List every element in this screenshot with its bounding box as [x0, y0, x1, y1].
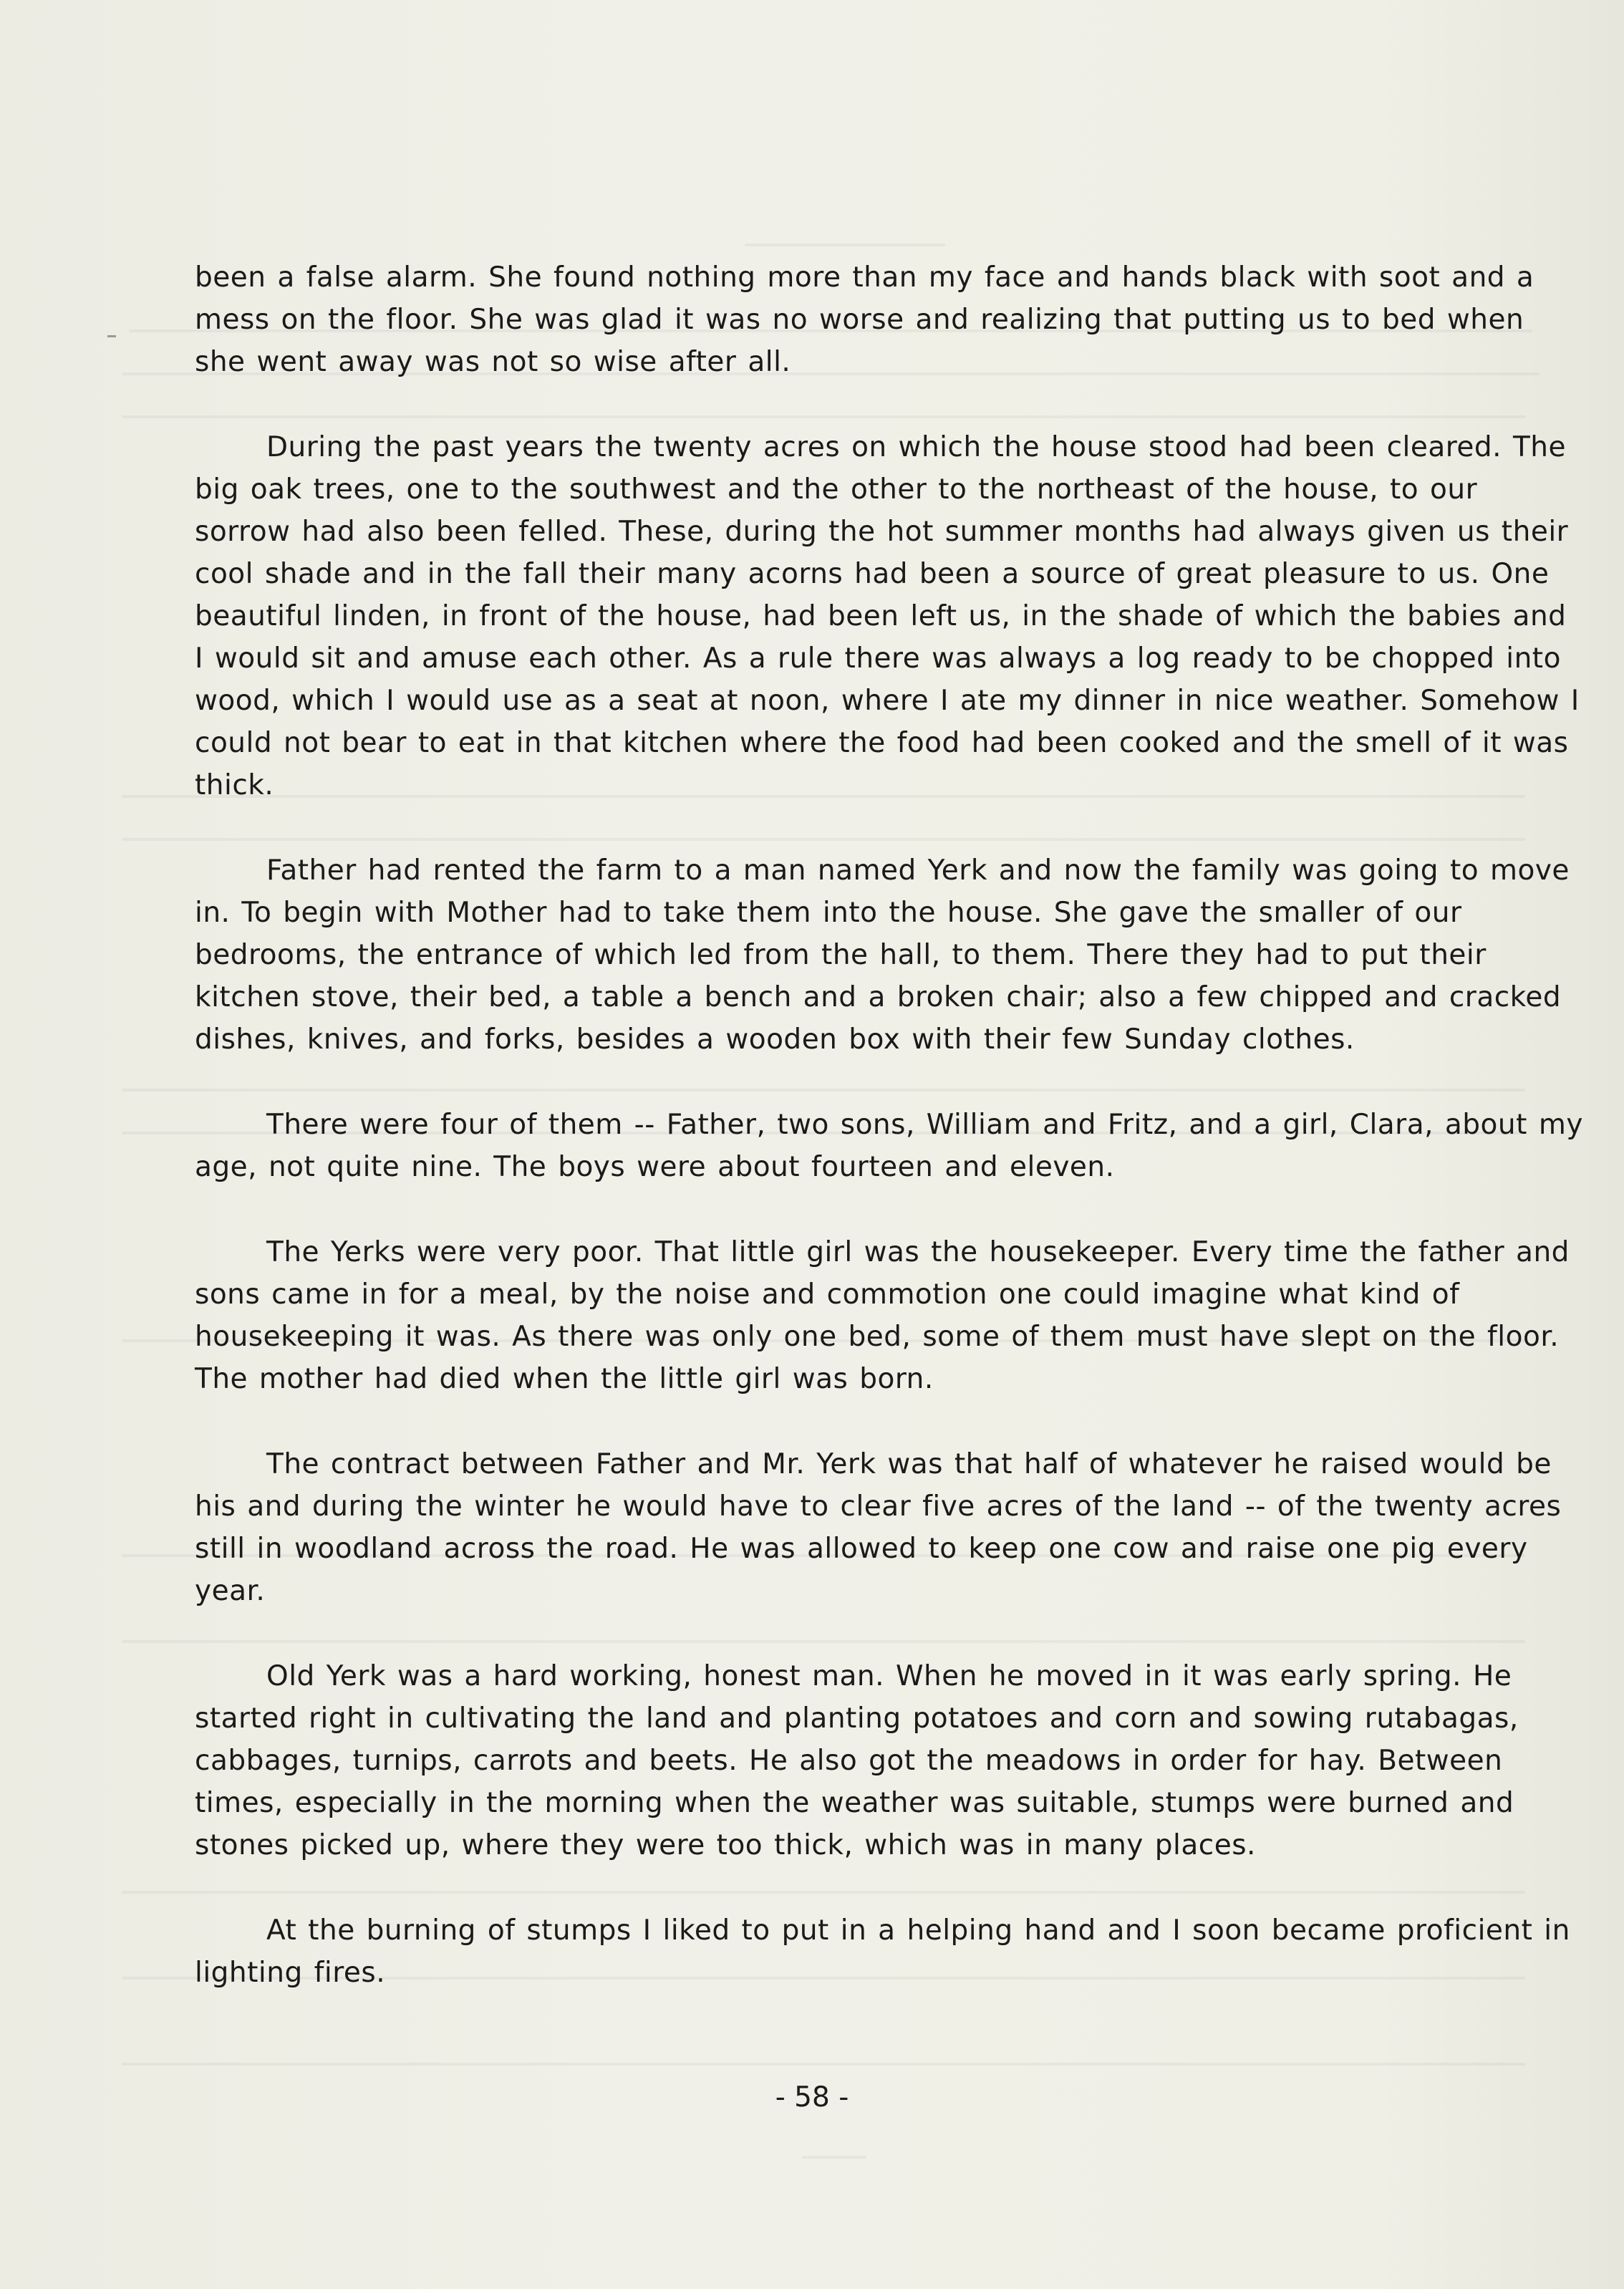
paragraph-2: During the past years the twenty acres on which the house stood had been cleared. The big oak trees, one to the southwest and the other to the northeast of the house, to our sorrow had also been felled. These, during the hot summer months had always given us their cool shade and in the fall their many acorns had been a source of great pleasure to us. One beautiful linden, in front of the house, had been left us, in the shade of which the babies and I would sit and amuse each other. As a rule there was always a log ready to be chopped into wood, which I would use as a seat at noon, where I ate my dinner in nice weather. Somehow I could not bear to eat in that kitchen where the food had been cooked and the smell of it was thick. — [195, 431, 1580, 801]
paragraph-7: Old Yerk was a hard working, honest man. When he moved in it was early spring. He started right in cultivating the land and planting potatoes and corn and sowing rutabagas, cabbages, turnips, carrots and beets. He also got the meadows in order for hay. Between times, especially in the morning when the weather was suitable, stumps were burned and stones picked up, where they were too thick, which was in many places. — [195, 1660, 1519, 1861]
body-text — [195, 256, 1584, 2037]
paragraph-8: At the burning of stumps I liked to put in a helping hand and I soon became proficient in lighting fires. — [195, 1914, 1570, 1989]
margin-mark — [107, 335, 116, 337]
paragraph-6: The contract between Father and Mr. Yerk was that half of whatever he raised would be his and during the winter he would have to clear five acres of the land -- of the twenty acres still in woodland across the road. He was allowed to keep one cow and raise one pig every year. — [195, 1448, 1562, 1607]
paragraph-3: Father had rented the farm to a man named Yerk and now the family was going to move in. To begin with Mother had to take them into the house. She gave the smaller of our bedrooms, the entrance of which led from the hall, to them. There they had to put their kitchen stove, their bed, a table a bench and a broken chair; also a few chipped and cracked dishes, knives, and forks, besides a wooden box with their few Sunday clothes. — [195, 854, 1570, 1056]
paragraph-1: been a false alarm. She found nothing more than my face and hands black with soot and a mess on the floor. She was glad it was no worse and realizing that putting us to bed when she went away was not so wise after all. — [195, 261, 1534, 378]
page-number: - 58 - — [775, 2081, 849, 2114]
paragraph-4: There were four of them -- Father, two sons, William and Fritz, and a girl, Clara, about my age, not quite nine. The boys were about fourteen and eleven. — [195, 1109, 1583, 1183]
paragraph-5: The Yerks were very poor. That little girl was the housekeeper. Every time the father and sons came in for a meal, by the noise and commotion one could imagine what kind of housekeeping it was. As there was only one bed, some of them must have slept on the floor. The mother had died when the little girl was born. — [195, 1236, 1570, 1395]
